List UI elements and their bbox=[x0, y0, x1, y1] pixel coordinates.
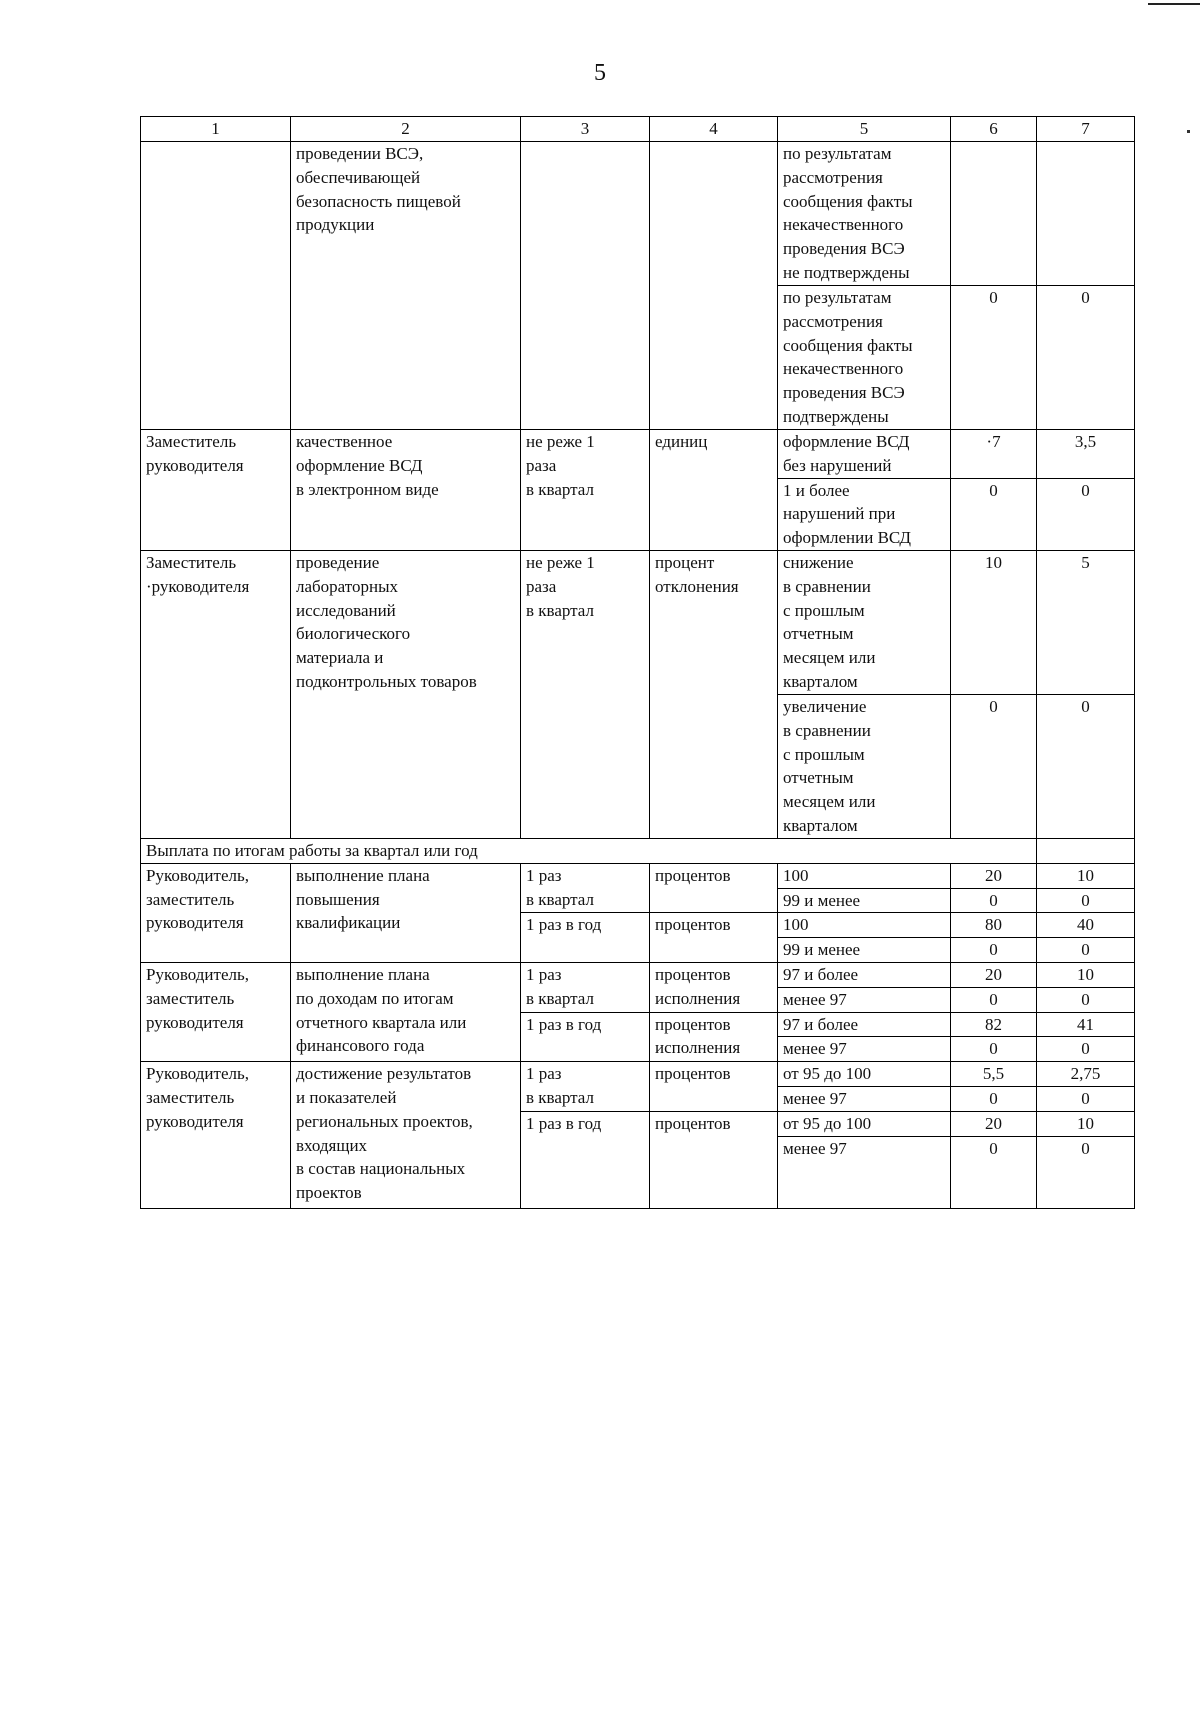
value7-cell: 0 bbox=[1037, 888, 1135, 913]
position-cell: Заместитель ·руководителя bbox=[141, 550, 291, 838]
value6-cell: 20 bbox=[951, 962, 1037, 987]
value6-cell: 20 bbox=[951, 1111, 1037, 1136]
value7-cell: 0 bbox=[1037, 938, 1135, 963]
condition-cell: по результатам рассмотрения сообщения факты некачественного проведения ВСЭ не подтверждены bbox=[778, 142, 951, 286]
header-cell: 3 bbox=[521, 117, 650, 142]
period-cell: 1 раз в год bbox=[521, 1111, 650, 1208]
value6-cell: 0 bbox=[951, 286, 1037, 430]
criterion-cell: достижение результатов и показателей региональных проектов, входящих в состав национальных проектов bbox=[291, 1062, 521, 1208]
value6-cell: 0 bbox=[951, 1136, 1037, 1208]
condition-cell: оформление ВСД без нарушений bbox=[778, 430, 951, 479]
value7-cell: 5 bbox=[1037, 550, 1135, 694]
condition-cell: 99 и менее bbox=[778, 888, 951, 913]
value6-cell: 80 bbox=[951, 913, 1037, 938]
value6-cell: 20 bbox=[951, 863, 1037, 888]
criterion-cell: выполнение плана по доходам по итогам отчетного квартала или финансового года bbox=[291, 962, 521, 1061]
period-cell: не реже 1 раза в квартал bbox=[521, 550, 650, 838]
value6-cell: 0 bbox=[951, 694, 1037, 838]
value6-cell: 0 bbox=[951, 1037, 1037, 1062]
position-cell: Руководитель, заместитель руководителя bbox=[141, 962, 291, 1061]
unit-cell: процентов исполнения bbox=[650, 1012, 778, 1062]
value7-cell bbox=[1037, 142, 1135, 286]
period-cell: 1 раз в год bbox=[521, 1012, 650, 1062]
scan-speck bbox=[1187, 130, 1190, 133]
condition-cell: от 95 до 100 bbox=[778, 1111, 951, 1136]
header-cell: 7 bbox=[1037, 117, 1135, 142]
position-cell bbox=[141, 142, 291, 430]
value7-cell: 0 bbox=[1037, 694, 1135, 838]
position-cell: Заместитель руководителя bbox=[141, 430, 291, 551]
value7-cell: 3,5 bbox=[1037, 430, 1135, 479]
value6-cell: 0 bbox=[951, 888, 1037, 913]
condition-cell: менее 97 bbox=[778, 1037, 951, 1062]
table-row bbox=[141, 550, 1135, 694]
value6-cell: 5,5 bbox=[951, 1062, 1037, 1087]
condition-cell: 100 bbox=[778, 863, 951, 888]
value6-cell bbox=[951, 142, 1037, 286]
criterion-cell: проведение лабораторных исследований биологического материала и подконтрольных товаров bbox=[291, 550, 521, 838]
section-title: Выплата по итогам работы за квартал или год bbox=[141, 838, 1037, 863]
table-row bbox=[141, 962, 1135, 987]
value6-cell: 82 bbox=[951, 1012, 1037, 1037]
value6-cell: ·7 bbox=[951, 430, 1037, 479]
value7-cell: 10 bbox=[1037, 1111, 1135, 1136]
period-cell: 1 раз в квартал bbox=[521, 962, 650, 1012]
header-row bbox=[141, 117, 1135, 142]
value6-cell: 0 bbox=[951, 478, 1037, 550]
value7-cell: 2,75 bbox=[1037, 1062, 1135, 1087]
criteria-table bbox=[140, 116, 1135, 1209]
table-row bbox=[141, 863, 1135, 888]
criterion-cell: выполнение плана повышения квалификации bbox=[291, 863, 521, 962]
criterion-cell: проведении ВСЭ, обеспечивающей безопасность пищевой продукции bbox=[291, 142, 521, 430]
unit-cell: процентов bbox=[650, 1062, 778, 1112]
table-row bbox=[141, 430, 1135, 479]
value7-cell: 0 bbox=[1037, 1136, 1135, 1208]
header-cell: 6 bbox=[951, 117, 1037, 142]
value7-cell: 41 bbox=[1037, 1012, 1135, 1037]
section-row bbox=[141, 838, 1135, 863]
value6-cell: 0 bbox=[951, 987, 1037, 1012]
unit-cell: процентов bbox=[650, 1111, 778, 1208]
unit-cell: процент отклонения bbox=[650, 550, 778, 838]
unit-cell bbox=[650, 142, 778, 430]
value7-cell: 0 bbox=[1037, 1037, 1135, 1062]
condition-cell: 100 bbox=[778, 913, 951, 938]
condition-cell: от 95 до 100 bbox=[778, 1062, 951, 1087]
header-cell: 1 bbox=[141, 117, 291, 142]
value7-cell: 0 bbox=[1037, 987, 1135, 1012]
period-cell bbox=[521, 142, 650, 430]
condition-cell: менее 97 bbox=[778, 1086, 951, 1111]
period-cell: 1 раз в год bbox=[521, 913, 650, 963]
header-cell: 4 bbox=[650, 117, 778, 142]
condition-cell: 97 и более bbox=[778, 1012, 951, 1037]
condition-cell: 99 и менее bbox=[778, 938, 951, 963]
section-empty-cell bbox=[1037, 838, 1135, 863]
position-cell: Руководитель, заместитель руководителя bbox=[141, 863, 291, 962]
condition-cell: 1 и более нарушений при оформлении ВСД bbox=[778, 478, 951, 550]
header-cell: 2 bbox=[291, 117, 521, 142]
value7-cell: 40 bbox=[1037, 913, 1135, 938]
unit-cell: единиц bbox=[650, 430, 778, 551]
condition-cell: увеличение в сравнении с прошлым отчетным месяцем или кварталом bbox=[778, 694, 951, 838]
period-cell: не реже 1 раза в квартал bbox=[521, 430, 650, 551]
value6-cell: 0 bbox=[951, 1086, 1037, 1111]
value6-cell: 10 bbox=[951, 550, 1037, 694]
condition-cell: 97 и более bbox=[778, 962, 951, 987]
value7-cell: 0 bbox=[1037, 1086, 1135, 1111]
position-cell: Руководитель, заместитель руководителя bbox=[141, 1062, 291, 1208]
condition-cell: менее 97 bbox=[778, 987, 951, 1012]
value7-cell: 10 bbox=[1037, 962, 1135, 987]
condition-cell: по результатам рассмотрения сообщения факты некачественного проведения ВСЭ подтверждены bbox=[778, 286, 951, 430]
table-row bbox=[141, 142, 1135, 286]
unit-cell: процентов исполнения bbox=[650, 962, 778, 1012]
period-cell: 1 раз в квартал bbox=[521, 863, 650, 913]
value7-cell: 0 bbox=[1037, 478, 1135, 550]
unit-cell: процентов bbox=[650, 913, 778, 963]
header-cell: 5 bbox=[778, 117, 951, 142]
period-cell: 1 раз в квартал bbox=[521, 1062, 650, 1112]
value7-cell: 0 bbox=[1037, 286, 1135, 430]
condition-cell: менее 97 bbox=[778, 1136, 951, 1208]
corner-mark bbox=[1148, 3, 1200, 5]
criterion-cell: качественное оформление ВСД в электронном виде bbox=[291, 430, 521, 551]
value7-cell: 10 bbox=[1037, 863, 1135, 888]
table-row bbox=[141, 1062, 1135, 1087]
unit-cell: процентов bbox=[650, 863, 778, 913]
value6-cell: 0 bbox=[951, 938, 1037, 963]
page-number: 5 bbox=[594, 60, 606, 86]
condition-cell: снижение в сравнении с прошлым отчетным месяцем или кварталом bbox=[778, 550, 951, 694]
